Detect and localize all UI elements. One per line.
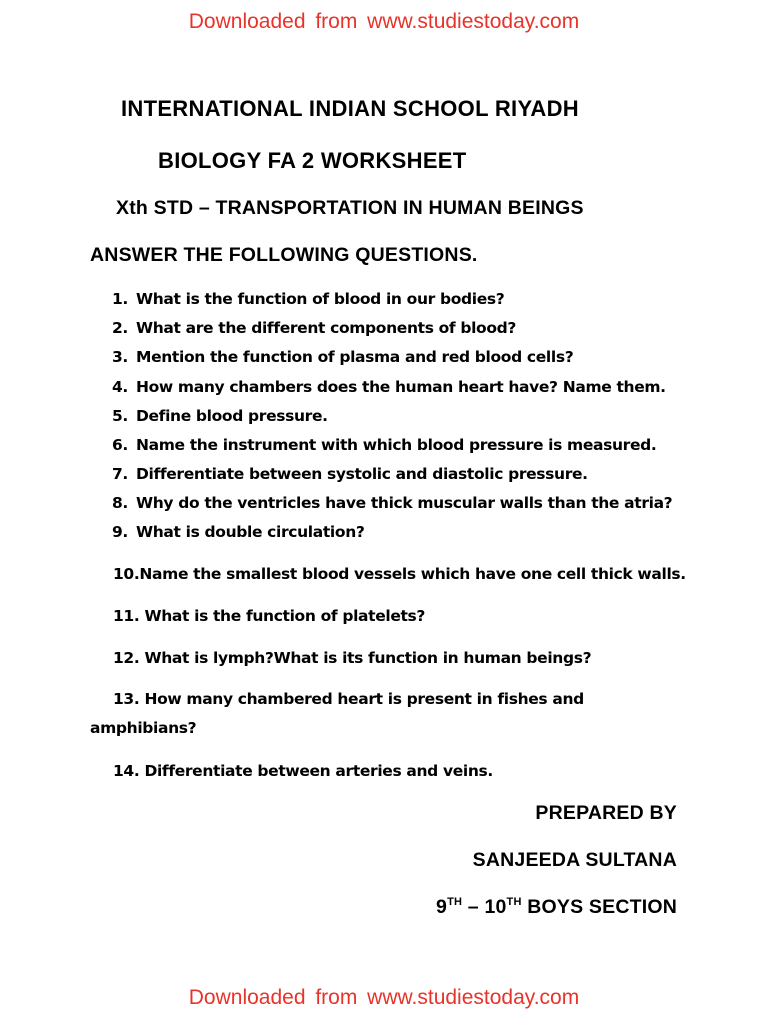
worksheet-title: BIOLOGY FA 2 WORKSHEET <box>158 148 467 173</box>
question-text: Mention the function of plasma and red blood cells? <box>136 348 574 366</box>
question-text: Why do the ventricles have thick muscular walls than the atria? <box>136 494 673 512</box>
question-number: 9. <box>112 523 128 541</box>
question-11 <box>113 606 425 626</box>
question-4 <box>112 377 666 397</box>
author-name: SANJEEDA SULTANA <box>472 849 677 871</box>
question-number: 2. <box>112 319 128 337</box>
question-text: What is double circulation? <box>136 523 365 541</box>
section-name: BOYS SECTION <box>521 896 677 918</box>
question-3 <box>112 347 573 367</box>
question-text-continued: amphibians? <box>90 719 197 737</box>
question-text: 14. Differentiate between arteries and veins. <box>113 762 493 780</box>
prepared-by-label: PREPARED BY <box>535 802 677 824</box>
question-text: What are the different components of blood? <box>136 319 517 337</box>
question-number: 7. <box>112 465 128 483</box>
question-number: 4. <box>112 378 128 396</box>
question-number: 1. <box>112 290 128 308</box>
topic-title: Xth STD – TRANSPORTATION IN HUMAN BEINGS <box>116 197 584 219</box>
question-number: 8. <box>112 494 128 512</box>
question-5 <box>112 406 328 426</box>
question-text: How many chambers does the human heart have? Name them. <box>136 378 666 396</box>
question-text: 13. How many chambered heart is present in fishes and <box>113 690 584 708</box>
question-text: 12. What is lymph?What is its function in human beings? <box>113 649 592 667</box>
section-label <box>436 896 677 919</box>
grade-from: 9 <box>436 896 448 918</box>
ordinal-suffix: TH <box>506 896 522 908</box>
question-number: 6. <box>112 436 128 454</box>
instruction-heading: ANSWER THE FOLLOWING QUESTIONS. <box>90 244 478 266</box>
question-6 <box>112 435 656 455</box>
question-text: What is the function of blood in our bodies? <box>136 290 505 308</box>
question-13 <box>90 685 584 743</box>
school-title: INTERNATIONAL INDIAN SCHOOL RIYADH <box>121 96 579 121</box>
ordinal-suffix: TH <box>447 896 463 908</box>
watermark-top: Downloaded from www.studiestoday.com <box>188 10 580 33</box>
question-1 <box>112 289 504 309</box>
question-text: 11. What is the function of platelets? <box>113 607 426 625</box>
question-number: 3. <box>112 348 128 366</box>
question-14 <box>113 761 493 781</box>
question-2 <box>112 318 516 338</box>
question-text: Name the instrument with which blood pressure is measured. <box>136 436 657 454</box>
question-12 <box>113 648 591 668</box>
question-10 <box>113 564 686 584</box>
watermark-bottom: Downloaded from www.studiestoday.com <box>188 986 580 1009</box>
question-number: 5. <box>112 407 128 425</box>
question-text: Differentiate between systolic and diastolic pressure. <box>136 465 588 483</box>
question-text: 10.Name the smallest blood vessels which have one cell thick walls. <box>113 565 686 583</box>
question-9 <box>112 522 365 542</box>
grade-separator: – 10 <box>462 896 507 918</box>
question-7 <box>112 464 588 484</box>
question-8 <box>112 493 672 513</box>
question-text: Define blood pressure. <box>136 407 328 425</box>
